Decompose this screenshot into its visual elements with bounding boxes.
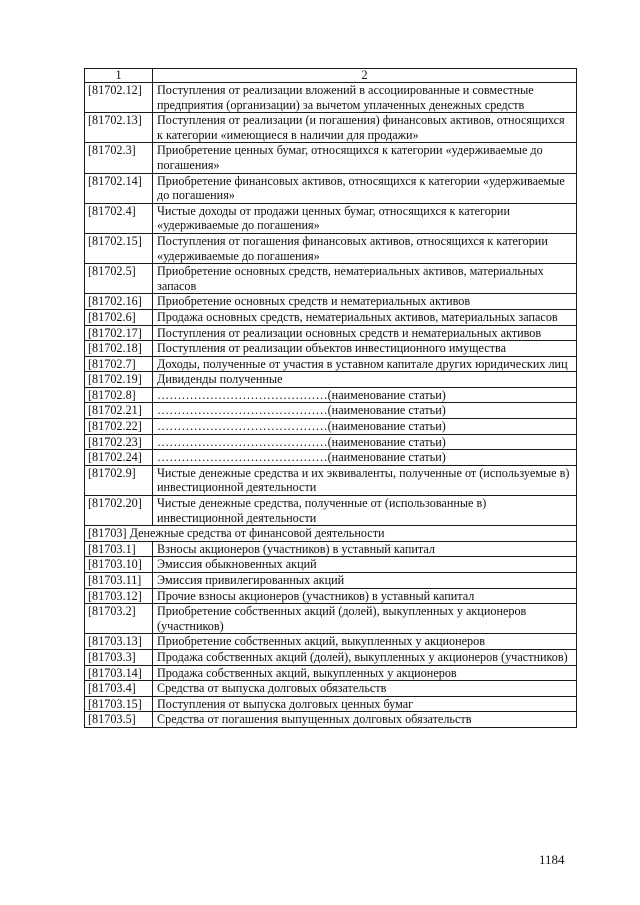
row-description: Дивиденды полученные [153,372,577,388]
table-row [85,649,577,665]
column-header-2: 2 [153,69,577,83]
document-table [84,68,577,728]
page-number: 1184 [539,852,565,867]
section-heading: [81703] Денежные средства от финансовой деятельности [85,526,577,542]
row-code: [81702.18] [85,341,153,357]
row-code: [81702.3] [85,143,153,173]
table-row [85,573,577,589]
row-code: [81702.13] [85,113,153,143]
row-code: [81702.19] [85,372,153,388]
table-row [85,403,577,419]
row-code: [81703.14] [85,665,153,681]
table-header-row [85,69,577,83]
row-description: Поступления от погашения финансовых активов, относящихся к категории «удерживаемые до погашения» [153,233,577,263]
row-code: [81703.4] [85,681,153,697]
table-row [85,450,577,466]
row-description: ……………………………………(наименование статьи) [153,387,577,403]
table-row [85,143,577,173]
row-description: Продажа собственных акций, выкупленных у акционеров [153,665,577,681]
row-description: Средства от выпуска долговых обязательств [153,681,577,697]
table-row [85,113,577,143]
table-row [85,681,577,697]
row-code: [81702.14] [85,173,153,203]
row-code: [81702.5] [85,264,153,294]
column-header-1: 1 [85,69,153,83]
row-description: ……………………………………(наименование статьи) [153,450,577,466]
table-row [85,203,577,233]
table-row [85,465,577,495]
row-code: [81702.24] [85,450,153,466]
row-code: [81703.10] [85,557,153,573]
table-row [85,712,577,728]
row-description: ……………………………………(наименование статьи) [153,403,577,419]
row-code: [81703.13] [85,634,153,650]
row-description: Поступления от реализации объектов инвестиционного имущества [153,341,577,357]
row-code: [81703.11] [85,573,153,589]
table-row [85,387,577,403]
row-code: [81703.2] [85,604,153,634]
table-row [85,541,577,557]
table-row [85,325,577,341]
table-row [85,434,577,450]
row-code: [81703.1] [85,541,153,557]
row-code: [81703.3] [85,649,153,665]
row-code: [81702.17] [85,325,153,341]
table-row [85,309,577,325]
row-code: [81702.22] [85,419,153,435]
row-description: Продажа основных средств, нематериальных активов, материальных запасов [153,309,577,325]
row-code: [81702.15] [85,233,153,263]
row-code: [81702.21] [85,403,153,419]
table-row [85,496,577,526]
table-row [85,372,577,388]
section-heading-row [85,526,577,542]
table-row [85,588,577,604]
row-description: Приобретение финансовых активов, относящихся к категории «удерживаемые до погашения» [153,173,577,203]
table-body [85,83,577,728]
table-row [85,356,577,372]
table-row [85,341,577,357]
row-code: [81702.8] [85,387,153,403]
row-description: Чистые доходы от продажи ценных бумаг, относящихся к категории «удерживаемые до погашения» [153,203,577,233]
row-code: [81702.12] [85,83,153,113]
table-row [85,264,577,294]
row-description: Эмиссия обыкновенных акций [153,557,577,573]
table-row [85,83,577,113]
row-description: Доходы, полученные от участия в уставном капитале других юридических лиц [153,356,577,372]
row-code: [81702.7] [85,356,153,372]
table-row [85,419,577,435]
row-code: [81702.16] [85,294,153,310]
row-description: Приобретение собственных акций, выкупленных у акционеров [153,634,577,650]
table-row [85,634,577,650]
table-row [85,233,577,263]
table-row [85,696,577,712]
row-description: Приобретение основных средств и нематериальных активов [153,294,577,310]
row-description: Поступления от реализации основных средств и нематериальных активов [153,325,577,341]
row-description: Поступления от реализации вложений в ассоциированные и совместные предприятия (организации) за вычетом уплаченных денежных средств [153,83,577,113]
row-description: Приобретение собственных акций (долей), выкупленных у акционеров (участников) [153,604,577,634]
row-code: [81702.6] [85,309,153,325]
row-description: Приобретение ценных бумаг, относящихся к категории «удерживаемые до погашения» [153,143,577,173]
row-description: Продажа собственных акций (долей), выкупленных у акционеров (участников) [153,649,577,665]
table-row [85,173,577,203]
row-description: Поступления от реализации (и погашения) финансовых активов, относящихся к категории «имеющиеся в наличии для продажи» [153,113,577,143]
row-code: [81703.15] [85,696,153,712]
table-row [85,665,577,681]
row-description: Поступления от выпуска долговых ценных бумаг [153,696,577,712]
row-description: Средства от погашения выпущенных долговых обязательств [153,712,577,728]
row-description: Прочие взносы акционеров (участников) в уставный капитал [153,588,577,604]
table-row [85,294,577,310]
row-code: [81702.23] [85,434,153,450]
row-description: Эмиссия привилегированных акций [153,573,577,589]
row-description: ……………………………………(наименование статьи) [153,419,577,435]
row-description: Приобретение основных средств, нематериальных активов, материальных запасов [153,264,577,294]
table-row [85,557,577,573]
row-code: [81702.9] [85,465,153,495]
row-description: ……………………………………(наименование статьи) [153,434,577,450]
row-code: [81702.20] [85,496,153,526]
row-description: Чистые денежные средства и их эквиваленты, полученные от (используемые в) инвестиционной деятельности [153,465,577,495]
row-code: [81702.4] [85,203,153,233]
row-description: Взносы акционеров (участников) в уставный капитал [153,541,577,557]
row-code: [81703.5] [85,712,153,728]
table-row [85,604,577,634]
row-description: Чистые денежные средства, полученные от (использованные в) инвестиционной деятельности [153,496,577,526]
row-code: [81703.12] [85,588,153,604]
